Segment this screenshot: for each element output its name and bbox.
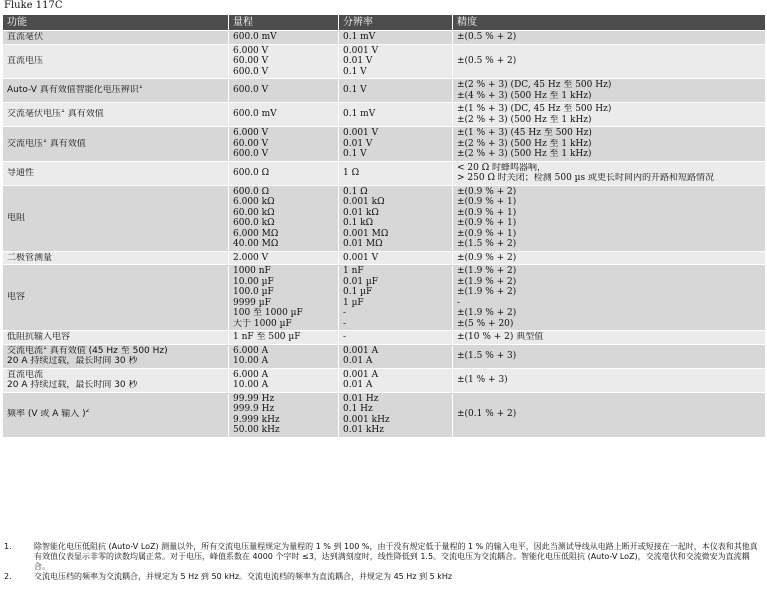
range-value: 600.0 Ω [233,186,270,197]
resolution-cell [339,368,453,392]
table-row [3,127,766,162]
range-value: 600.0 mV [233,109,277,120]
resolution-value: - [343,332,347,342]
resolution-value: 0.1 kΩ [343,218,374,228]
function-cell [3,344,229,368]
function-name: 直流电压 [7,56,44,66]
accuracy-value: ±(0.9 % + 1) [457,218,517,228]
range-cell [229,127,339,162]
accuracy-value: ±(1.5 % + 3) [457,350,517,361]
range-value: 6.000 V [233,128,269,138]
range-value: 50.00 kHz [233,425,280,435]
function-name: Auto-V 真有效值智能化电压辨识$^1$ [7,85,143,96]
range-value: 2.000 V [233,252,269,263]
accuracy-cell [453,31,766,45]
range-value: 10.00 A [233,356,269,366]
resolution-value: 0.01 A [343,356,373,366]
range-value: 600.0 V [233,149,269,159]
range-cell [229,331,339,345]
range-value: 1 nF 至 500 µF [233,332,301,342]
resolution-value: 0.01 kHz [343,425,384,435]
range-cell [229,265,339,331]
range-value: 600.0 V [233,85,269,96]
resolution-value: 0.01 V [343,56,373,66]
accuracy-value: ±(4 % + 3) (500 Hz 至 1 kHz) [457,90,592,101]
accuracy-cell [453,79,766,103]
accuracy-cell [453,185,766,251]
range-value: 6.000 MΩ [233,228,279,239]
accuracy-value: ±(0.9 % + 1) [457,207,517,218]
resolution-value: 0.1 Ω [343,186,368,197]
range-value: 60.00 V [233,56,269,66]
accuracy-value: ±(1 % + 3) (DC, 45 Hz 至 500 Hz) [457,104,612,114]
resolution-value: 0.1 V [343,85,367,96]
header-function: 功能 [3,15,229,31]
range-value: 大于 1000 µF [233,318,292,329]
resolution-value: - [343,308,347,318]
resolution-cell [339,79,453,103]
table-row [3,251,766,265]
range-value: 6.000 V [233,45,269,56]
resolution-value: 0.1 Hz [343,404,373,414]
range-value: 9.999 kHz [233,414,280,425]
resolution-cell [339,185,453,251]
range-value: 60.00 kΩ [233,207,275,218]
function-cell [3,185,229,251]
footnote-ref: 1 [43,138,47,144]
function-cell [3,251,229,265]
range-cell [229,251,339,265]
resolution-cell [339,344,453,368]
resolution-value: 0.001 V [343,252,379,263]
resolution-value: 1 nF [343,266,364,276]
resolution-cell [339,127,453,162]
resolution-value: - [343,318,347,329]
accuracy-value: ±(1.9 % + 2) [457,276,517,287]
function-cell [3,265,229,331]
function-cell [3,127,229,162]
resolution-value: 0.001 MΩ [343,228,389,239]
table-row [3,344,766,368]
accuracy-value: ±(0.9 % + 2) [457,186,517,197]
range-value: 6.000 kΩ [233,197,275,207]
resolution-value: 1 µF [343,297,364,308]
resolution-cell [339,103,453,127]
range-value: 600.0 mV [233,32,277,42]
range-value: 600.0 Ω [233,167,270,178]
footnote-text: 交流电压档的频率为交流耦合，并规定为 5 Hz 到 50 kHz。交流电流档的频率为直流耦合，并规定为 45 Hz 到 5 kHz [34,572,453,581]
function-note: 20 A 持续过载，最长时间 30 秒 [7,356,138,366]
footnote-ref: 2 [85,409,90,415]
function-cell [3,331,229,345]
footnotes [4,542,763,582]
accuracy-cell [453,161,766,185]
accuracy-cell [453,265,766,331]
accuracy-value: ±(2 % + 3) (500 Hz 至 1 kHz) [457,114,592,125]
footnote-ref: 1 [43,345,47,351]
range-value: 10.00 µF [233,276,274,287]
accuracy-value: - [457,297,461,308]
resolution-value: 0.1 mV [343,109,376,120]
resolution-cell [339,44,453,79]
function-name: 电阻 [7,212,26,223]
table-row [3,331,766,345]
accuracy-cell [453,368,766,392]
resolution-cell [339,161,453,185]
header-resolution: 分辨率 [339,15,453,31]
table-row [3,79,766,103]
accuracy-value: ±(0.5 % + 2) [457,32,517,42]
range-cell [229,44,339,79]
resolution-value: 1 Ω [343,167,360,178]
function-cell [3,392,229,437]
resolution-value: 0.1 µF [343,287,373,297]
table-row [3,161,766,185]
table-row [3,368,766,392]
function-name: 直流毫伏 [7,32,44,42]
resolution-value: 0.01 MΩ [343,239,383,249]
function-cell [3,44,229,79]
accuracy-value: ±(1 % + 3) (45 Hz 至 500 Hz) [457,128,592,138]
resolution-value: 0.01 kΩ [343,207,379,218]
function-name: 交流电流$^1$ 真有效值 (45 Hz 至 500 Hz) [7,345,168,356]
accuracy-value: ±(2 % + 3) (500 Hz 至 1 kHz) [457,149,592,159]
accuracy-value: ±(0.9 % + 1) [457,228,517,239]
resolution-value: 0.001 kHz [343,414,390,425]
resolution-value: 0.001 V [343,128,379,138]
function-name: 交流电压$^1$ 真有效值 [7,138,86,149]
range-value: 60.00 V [233,138,269,149]
table-row [3,31,766,45]
accuracy-value: ±(0.9 % + 1) [457,197,517,207]
range-value: 99.99 Hz [233,393,275,404]
footnote-number: 2. [4,572,12,581]
range-cell [229,103,339,127]
table-row [3,265,766,331]
resolution-value: 0.001 kΩ [343,197,385,207]
range-value: 6.000 A [233,369,269,380]
header-range: 量程 [229,15,339,31]
accuracy-cell [453,103,766,127]
table-row [3,44,766,79]
range-cell [229,368,339,392]
accuracy-value: ±(0.5 % + 2) [457,56,517,66]
range-value: 100 至 1000 µF [233,308,303,318]
footnote-ref: 1 [138,85,143,91]
footnote-text: 除智能化电压低阻抗 (Auto-V LoZ) 测量以外，所有交流电压量程规定为量程的 1 % 到 100 %，由于没有规定低于量程的 1 % 的输入电平，因此当测试导线从电路上断开或短接在一起时，本仪表和其他真有效值仪表显示非零的读数均属正常。对于电压，峰值系数在 4000 个字时 ≤3，达到满刻度时，线性降低到 1.5。交流电压为交流耦合。智能化电压低阻抗 (Auto-V LoZ)，交流毫伏和交流微安为直流耦合。 [34,542,758,571]
function-name: 电容 [7,292,26,303]
range-cell [229,161,339,185]
function-name: 二极管测量 [7,252,53,263]
accuracy-value: ±(0.1 % + 2) [457,409,517,420]
range-cell [229,344,339,368]
resolution-cell [339,331,453,345]
accuracy-value: ±(0.9 % + 2) [457,252,517,263]
range-cell [229,31,339,45]
range-value: 999.9 Hz [233,404,275,414]
accuracy-value: ±(1.9 % + 2) [457,266,517,276]
function-name: 直流电流 [7,369,44,380]
resolution-value: 0.01 µF [343,276,378,287]
accuracy-value: ±(2 % + 3) (DC, 45 Hz 至 500 Hz) [457,80,612,90]
accuracy-cell [453,251,766,265]
accuracy-value: ±(10 % + 2) 典型值 [457,332,544,342]
resolution-value: 0.1 mV [343,32,376,42]
accuracy-value: ±(1.9 % + 2) [457,287,517,297]
accuracy-cell [453,127,766,162]
resolution-value: 0.01 V [343,138,373,149]
resolution-cell [339,265,453,331]
spec-table [2,14,766,438]
resolution-cell [339,392,453,437]
accuracy-value: ±(1.9 % + 2) [457,308,517,318]
table-row [3,185,766,251]
table-row [3,392,766,437]
range-value: 40.00 MΩ [233,239,279,249]
accuracy-value: > 250 Ω 时关闭；检测 500 µs 或更长时间内的开路和短路情况 [457,173,714,183]
function-name: 频率 (V 或 A 输入 )$^2$ [7,409,90,420]
accuracy-value: ±(5 % + 20) [457,318,514,329]
footnote [4,542,763,572]
resolution-value: 0.01 A [343,380,373,390]
function-note: 20 A 持续过载，最长时间 30 秒 [7,380,138,390]
function-cell [3,31,229,45]
footnote-ref: 1 [61,109,65,115]
accuracy-cell [453,331,766,345]
page-title: Fluke 117C [4,0,63,11]
function-name: 导通性 [7,167,35,178]
range-value: 9999 µF [233,297,271,308]
header-accuracy: 精度 [453,15,766,31]
accuracy-cell [453,392,766,437]
resolution-value: 0.1 V [343,149,367,159]
accuracy-value: ±(1.5 % + 2) [457,239,517,249]
footnote-number: 1. [4,542,12,551]
range-value: 6.000 A [233,345,269,356]
resolution-value: 0.001 A [343,369,379,380]
resolution-cell [339,31,453,45]
resolution-value: 0.001 A [343,345,379,356]
footnote [4,572,763,582]
accuracy-cell [453,44,766,79]
range-value: 10.00 A [233,380,269,390]
accuracy-cell [453,344,766,368]
accuracy-value: ±(1 % + 3) [457,374,508,385]
function-cell [3,161,229,185]
resolution-value: 0.01 Hz [343,393,379,404]
range-cell [229,79,339,103]
table-row [3,103,766,127]
function-cell [3,368,229,392]
resolution-cell [339,251,453,265]
function-cell [3,79,229,103]
range-value: 100.0 µF [233,287,274,297]
function-name: 交流毫伏电压$^1$ 真有效值 [7,109,104,120]
range-value: 1000 nF [233,266,271,276]
range-cell [229,185,339,251]
function-name: 低阻抗输入电容 [7,332,71,342]
range-cell [229,392,339,437]
resolution-value: 0.001 V [343,45,379,56]
header-row [3,15,766,31]
range-value: 600.0 kΩ [233,218,275,228]
spec-table-body [3,31,766,438]
resolution-value: 0.1 V [343,66,367,77]
range-value: 600.0 V [233,66,269,77]
accuracy-value: < 20 Ω 时蜂鸣器响， [457,162,547,173]
accuracy-value: ±(2 % + 3) (500 Hz 至 1 kHz) [457,138,592,149]
function-cell [3,103,229,127]
